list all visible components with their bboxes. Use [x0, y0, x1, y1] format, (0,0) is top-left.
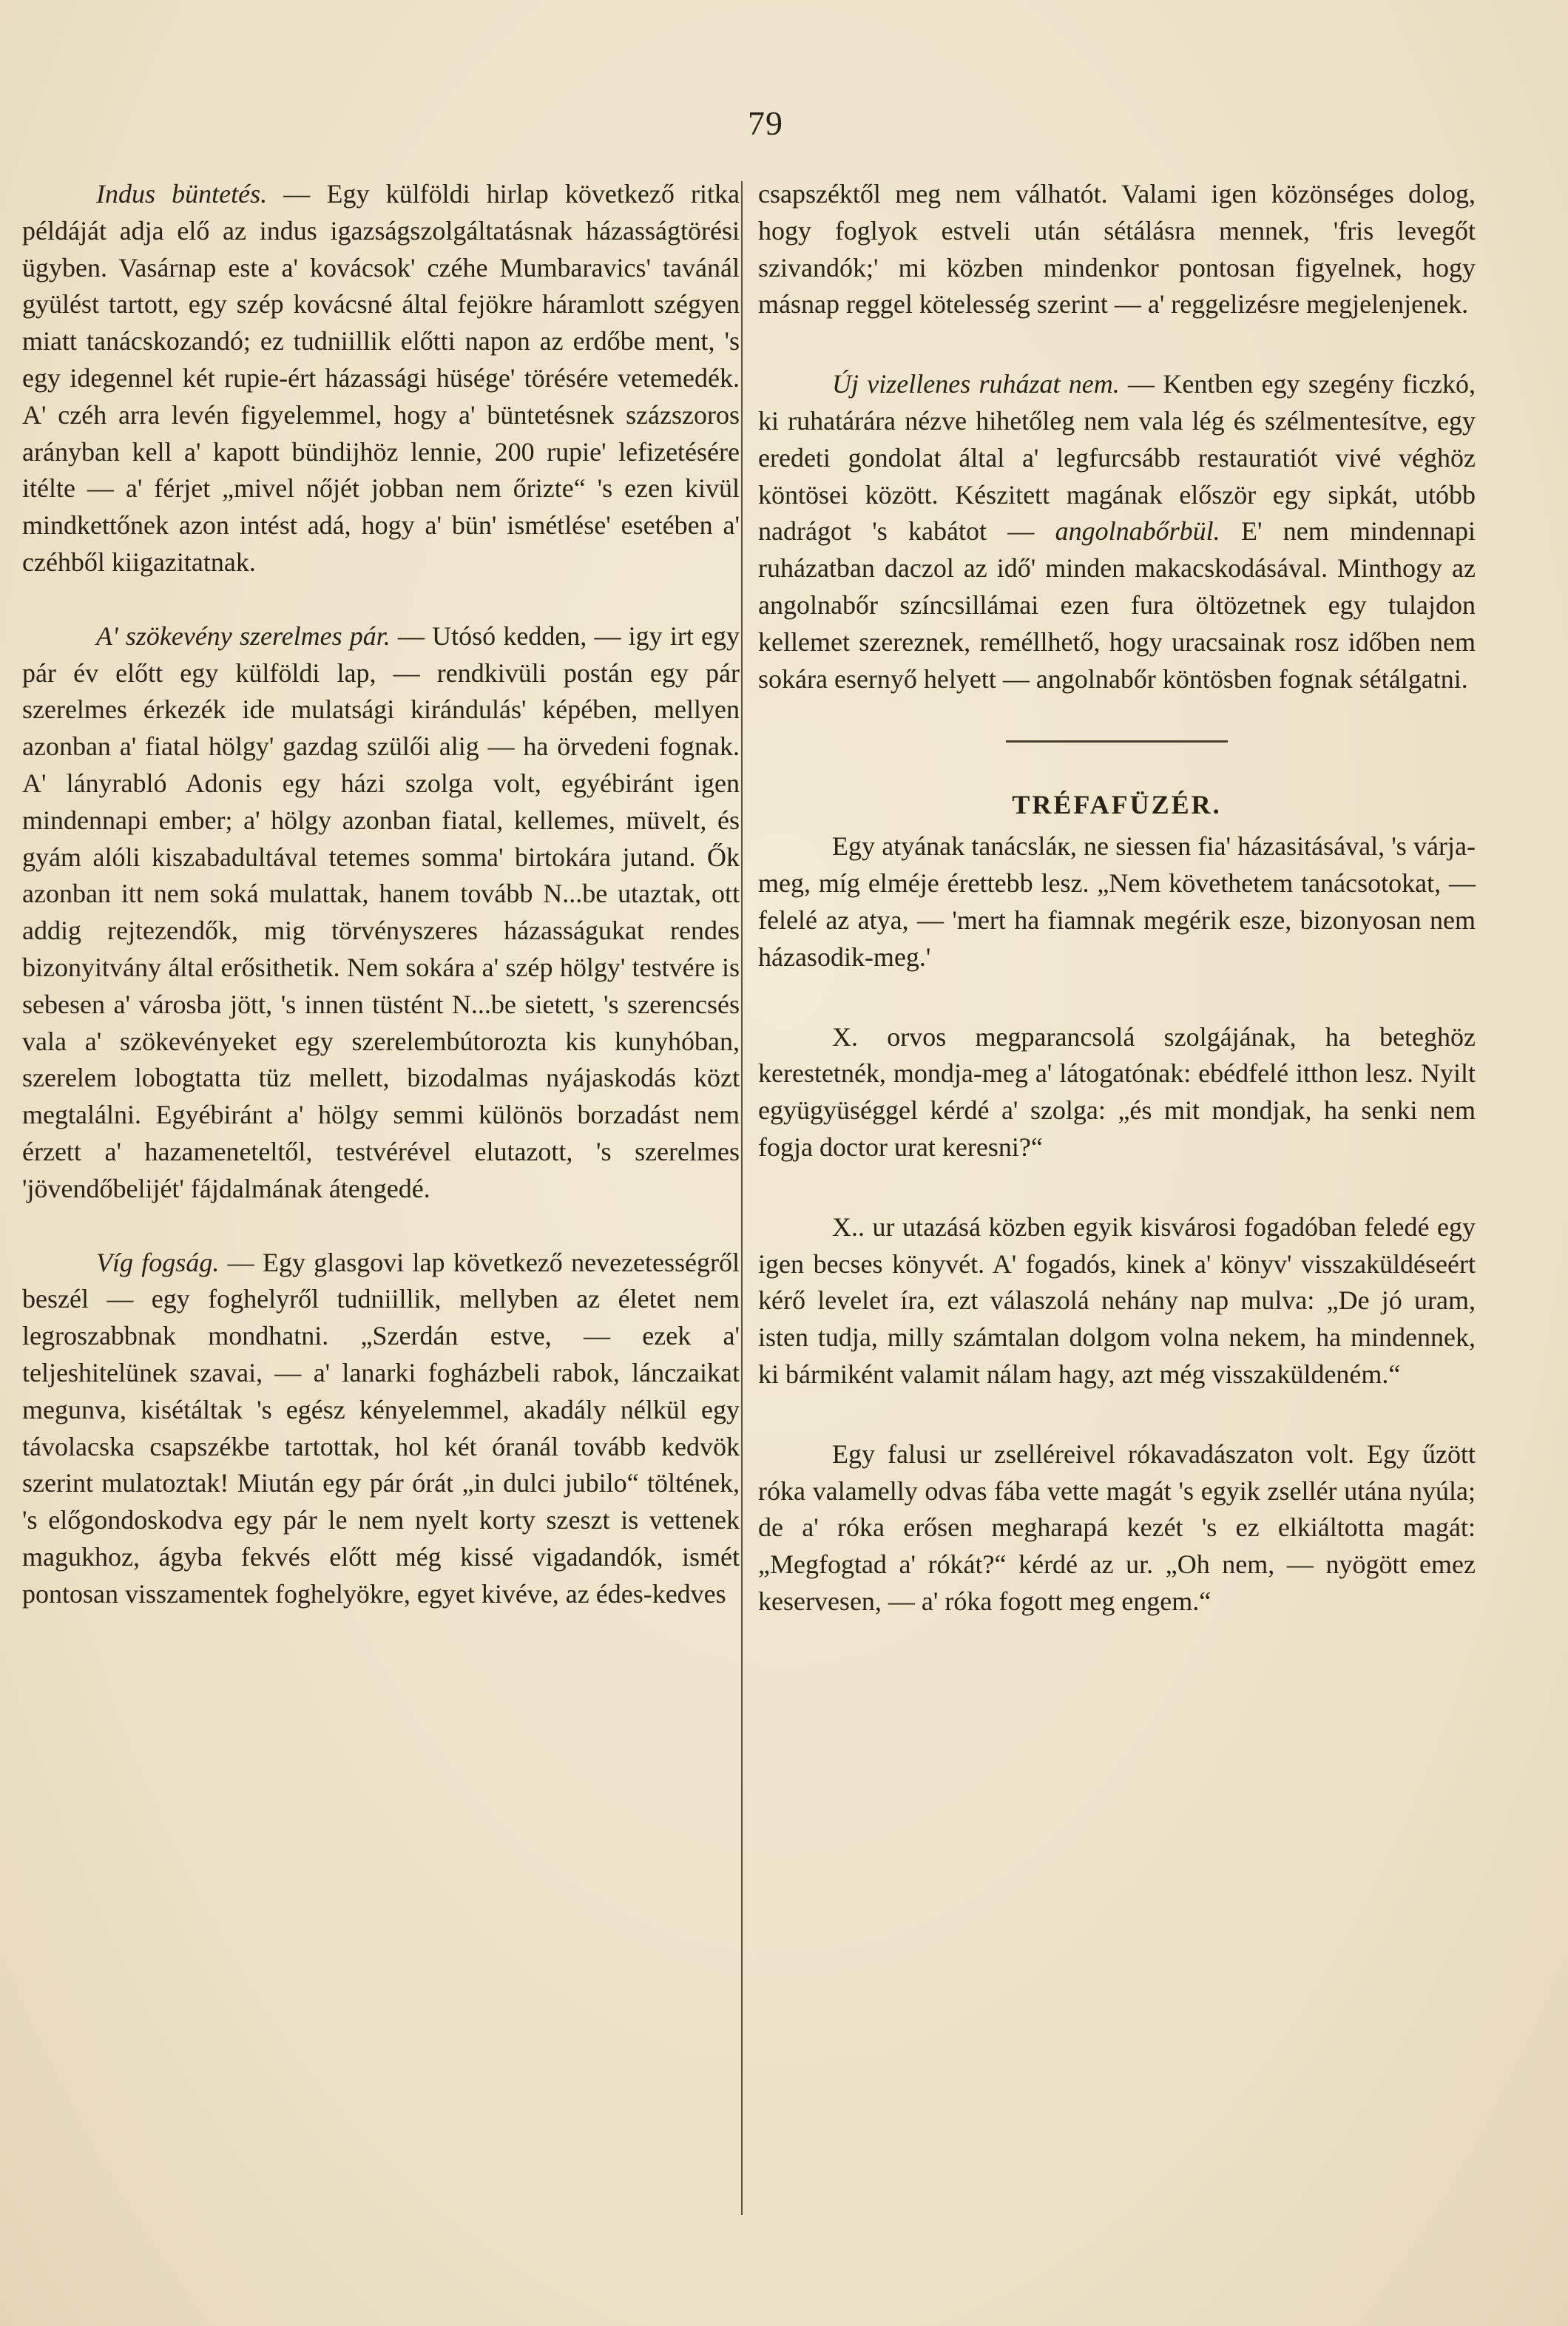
article-body: — Kentben egy szegény ficzkó, ki ruhatárára nézve hihetőleg nem vala lég és szélmentesítve, egy eredeti gondolat által a' legfurcsább restauratiót vivé véghöz köntösei között. Készitett magának először egy sipkát, utóbb nadrágot 's kabátot —	[758, 369, 1476, 547]
section-divider	[1006, 740, 1228, 743]
article-lead: Indus büntetés.	[96, 179, 268, 209]
article-body: — Egy külföldi hirlap következő ritka példáját adja elő az indus igazságszolgáltatásnak házasságtörési ügyben. Vasárnap este a' kovácsok' czéhe Mumbaravics' tavánál gyülést tartott, egy szép kovácsné által fejökre háramlott szégyen miatt tanácskozandó; ez tudniillik előtti napon az erdőbe ment, 's egy idegennel két rupie-ért házassági hüsége' törésére vetemedék. A' czéh arra levén figyelemmel, hogy a' büntetésnek százszoros arányban kell a' kapott bündijhöz lennie, 200 rupie' lefizetésére itélte — a' férjet „mivel nőjét jobban nem őrizte“ 's ezen kivül mindkettőnek azon intést adá, hogy a' bün' ismétlése' esetében a' czéhből kiigazitatnak.	[22, 179, 740, 577]
article-lead: A' szökevény szerelmes pár.	[96, 621, 391, 651]
page-number: 79	[748, 104, 783, 142]
left-column	[22, 176, 740, 1612]
article-body: — Egy glasgovi lap következő nevezetességről beszél — egy foghelyről tudniillik, mellyben az életet nem legroszabbnak mondhatni. „Szerdán estve, — ezek a' teljeshitelünek szavai, — a' lanarki fogházbeli rabok, lánczaikat megunva, kisétáltak 's egész kényelemmel, akadály nélkül egy távolacska csapszékbe tartottak, hol két óranál tovább kedvök szerint mulatoztak! Miután egy pár órát „in dulci jubilo“ töltének, 's előgondoskodva egy pár le nem nyelt korty szeszt is vettenek magukhoz, ágyba fekvés előtt még kissé vigadandók, ismét pontosan visszamentek foghelyökre, egyet kivéve, az édes-kedves	[22, 1247, 740, 1609]
article-vizellenes-ruhazat	[758, 366, 1476, 697]
article-body: E' nem mindennapi ruházatban daczol az idő' minden makacskodásával. Minthogy az angolnabőr színcsillámai ezen fura öltözetnek egy tulajdon kellemet szereznek, reméllhető, hogy uracsainak rosz időben nem sokára esernyő helyett — angolnabőr köntösben fognak sétálgatni.	[758, 516, 1476, 694]
joke-item: X. orvos megparancsolá szolgájának, ha beteghöz kerestetnék, mondja-meg a' látogatónak: ebédfelé itthon lesz. Nyilt együgyüséggel kérdé a' szolga: „és mit mondjak, ha senki nem fogja doctor urat keresni?“	[758, 1021, 1476, 1162]
right-column	[758, 176, 1476, 1620]
article-lead: Új vizellenes ruházat nem.	[832, 369, 1120, 399]
article-body: — Utósó kedden, — igy irt egy pár év előtt egy külföldi lap, — rendkivüli postán egy pár szerelmes érkezék ide mulatsági kirándulás' képében, mellyen azonban a' fiatal hölgy' gazdag szülői alig — ha örvedeni fognak. A' lányrabló Adonis egy házi szolga volt, egyébiránt igen mindennapi ember; a' hölgy azonban fiatal, kellemes, müvelt, és gyám alóli kiszabadultával tetemes somma' birtokára jutand. Ők azonban itt nem soká mulattak, hanem tovább N...be utaztak, ott addig rejtezendők, mig törvényszeres házasságukat rendes bizonyitvány által erősithetik. Nem sokára a' szép hölgy' testvére is sebesen a' városba jött, 's innen tüstént N...be sietett, 's szerencsés vala a' szökevényeket egy szerelembútorozta kis kunyhóban, szerelem lobogtatta tüz mellett, bizodalmas nyájaskodás közt megtalálni. Egyébiránt a' hölgy semmi különös borzadást nem érzett a' hazameneteltől, testvérével elutazott, 's szerelmes 'jövendőbelijét' fájdalmának átengedé.	[22, 621, 740, 1203]
joke-item: Egy falusi ur zselléreivel rókavadászaton volt. Egy űzött róka valamelly odvas fába vette magát 's egyik zsellér utána nyúla; de a' róka erősen megharapá kezét 's ez elkiáltotta magát: „Megfogtad a' rókát?“ kérdé az ur. „Oh nem, — nyögött emez keservesen, — a' róka fogott meg engem.“	[758, 1438, 1476, 1616]
joke-item: X.. ur utazásá közben egyik kisvárosi fogadóban feledé egy igen becses könyvét. A' fogadós, kinek a' könyv' visszaküldéseért kérő levelet íra, ezt válaszolá nehány nap mulva: „De jó uram, isten tudja, milly számtalan dolgom volna nekem, ha mindennek, ki bármiként valamit nálam hagy, azt még visszaküldeném.“	[758, 1211, 1476, 1389]
joke-item: Egy atyának tanácsláк, ne siessen fia' házasitásával, 's várja-meg, míg elméje érettebb lesz. „Nem követhetem tanácsotokat, — felelé az atya, — 'mert ha fiamnak megérik esze, bizonyosan nem házasodik-meg.'	[758, 831, 1476, 972]
article-lead: Víg fogság.	[96, 1247, 220, 1277]
article-indus-buntetes	[22, 176, 740, 581]
article-continuation: csapszéktől meg nem válhatót. Valami igen közönséges dolog, hogy foglyok estveli után sétálásra mennek, 'fris levegőt szivandók;' mi közben mindenkor pontosan figyelnek, hogy másnap reggel kötelesség szerint — a' reggelizésre megjelenjenek.	[758, 179, 1476, 320]
column-divider	[741, 181, 743, 2215]
article-vig-fogsag	[22, 1245, 740, 1613]
article-italic-word: angolnabőrbül.	[1055, 516, 1220, 547]
article-szokeveny-par	[22, 618, 740, 1208]
section-heading: TRÉFAFÜZÉR.	[1012, 790, 1222, 820]
